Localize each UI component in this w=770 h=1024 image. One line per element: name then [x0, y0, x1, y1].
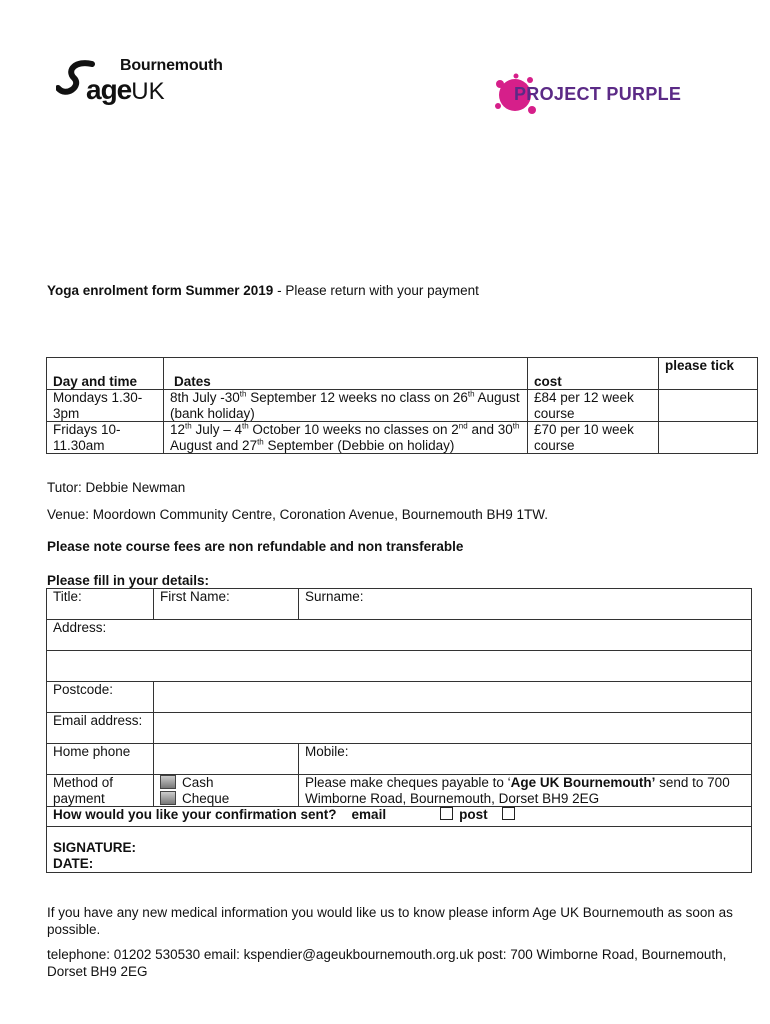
table-row: [47, 651, 752, 682]
sup: th: [512, 421, 520, 431]
sup: th: [241, 421, 249, 431]
address-field[interactable]: Address:: [47, 620, 752, 651]
table-row: [47, 682, 752, 713]
header-cost: cost: [528, 358, 659, 390]
row2-d3: October 10 weeks no classes on 2: [248, 422, 459, 437]
row2-d2: July – 4: [191, 422, 242, 437]
row1-day: Mondays 1.30-3pm: [47, 390, 164, 422]
address-field-2[interactable]: [47, 651, 752, 682]
cheque-note-b: Age UK Bournemouth’: [510, 775, 656, 790]
row2-d5: August and 27: [170, 437, 258, 453]
cheque-note-a: Please make cheques payable to ‘: [305, 775, 511, 790]
email-field[interactable]: [154, 713, 752, 744]
row1-dates-c: August (bank holiday): [170, 390, 520, 421]
row2-dates: [164, 422, 528, 454]
cheque-note: [299, 775, 752, 807]
venue-line: Venue: Moordown Community Centre, Coronation Avenue, Bournemouth BH9 1TW.: [47, 507, 549, 522]
header-tick: please tick: [659, 358, 758, 390]
cash-label: Cash: [182, 775, 214, 790]
postcode-field[interactable]: [154, 682, 752, 713]
ageuk-age: age: [86, 74, 132, 105]
signature-cell[interactable]: [47, 827, 752, 873]
cash-checkbox[interactable]: [160, 775, 176, 789]
course-table-header: [47, 358, 758, 390]
row1-tick-cell[interactable]: [659, 390, 758, 422]
postcode-label: Postcode:: [47, 682, 154, 713]
ageuk-uk: UK: [131, 78, 165, 105]
project-purple-text: PROJECT PURPLE: [514, 84, 682, 104]
header-day: Day and time: [47, 358, 164, 390]
confirm-question: How would you like your confirmation sent?: [53, 807, 337, 822]
mobile-field[interactable]: Mobile:: [299, 744, 752, 775]
surname-field[interactable]: Surname:: [299, 589, 752, 620]
ageuk-bournemouth-text: Bournemouth: [120, 57, 223, 74]
table-row: [47, 744, 752, 775]
course-table: [46, 357, 758, 454]
project-purple-logo: [490, 70, 710, 120]
row1-dates-a: 8th July -30: [170, 390, 240, 405]
cheque-checkbox[interactable]: [160, 791, 176, 805]
table-row: [47, 807, 752, 827]
row1-cost: £84 per 12 week course: [528, 390, 659, 422]
cheque-note-c: send to 700 Wimborne Road, Bournemouth, Dorset BH9 2EG: [305, 775, 730, 806]
row2-cost: £70 per 10 week course: [528, 422, 659, 454]
title-field[interactable]: Title:: [47, 589, 154, 620]
ageuk-wordmark: [86, 74, 165, 106]
header-dates: Dates: [164, 358, 528, 390]
table-row: [47, 827, 752, 873]
table-row: [47, 713, 752, 744]
home-phone-field[interactable]: [154, 744, 299, 775]
table-row: [47, 422, 758, 454]
form-title: [47, 283, 479, 298]
row1-dates-b: September 12 weeks no class on 26: [246, 390, 468, 405]
post-checkbox[interactable]: [502, 807, 515, 820]
contact-info: telephone: 01202 530530 email: kspendier@ageukbournemouth.org.uk post: 700 Wimborne Road, Bournemouth, Dorset BH9 2EG: [47, 947, 727, 979]
row2-d1: 12: [170, 422, 186, 437]
sup: th: [467, 389, 475, 399]
row2-day: Fridays 10-11.30am: [47, 422, 164, 454]
row2-d6: September (Debbie on holiday): [263, 437, 455, 453]
sup: th: [257, 437, 264, 446]
table-row: [47, 390, 758, 422]
form-title-rest: - Please return with your payment: [273, 283, 479, 298]
first-name-field[interactable]: First Name:: [154, 589, 299, 620]
table-row: [47, 620, 752, 651]
sup: th: [239, 389, 247, 399]
cheque-option[interactable]: [160, 791, 292, 807]
fill-heading: Please fill in your details:: [47, 573, 210, 588]
row2-tick-cell[interactable]: [659, 422, 758, 454]
confirm-email-label: email: [351, 807, 387, 822]
ageuk-logo: [56, 54, 246, 114]
payment-options: [154, 775, 299, 807]
confirmation-row: [47, 807, 752, 827]
sup: nd: [458, 421, 468, 431]
signature-label: SIGNATURE:: [53, 840, 136, 855]
form-title-bold: Yoga enrolment form Summer 2019: [47, 283, 274, 298]
row1-dates: [164, 390, 528, 422]
details-table: [46, 588, 752, 873]
payment-method-label: Method of payment: [47, 775, 154, 807]
medical-note: If you have any new medical information you would like us to know please inform Age UK Bournemouth as soon as possible.: [47, 905, 733, 937]
tutor-line: Tutor: Debbie Newman: [47, 480, 186, 495]
table-row: [47, 775, 752, 807]
email-label: Email address:: [47, 713, 154, 744]
cash-option[interactable]: [160, 775, 292, 791]
email-checkbox[interactable]: [440, 807, 453, 820]
date-label: DATE:: [53, 855, 94, 871]
home-phone-label: Home phone: [47, 744, 154, 775]
fees-note: Please note course fees are non refundable and non transferable: [47, 539, 464, 554]
row2-d4: and 30: [467, 422, 513, 437]
table-row: [47, 589, 752, 620]
confirm-post-label: post: [459, 807, 488, 822]
sup: th: [185, 421, 192, 431]
cheque-label: Cheque: [182, 790, 230, 806]
